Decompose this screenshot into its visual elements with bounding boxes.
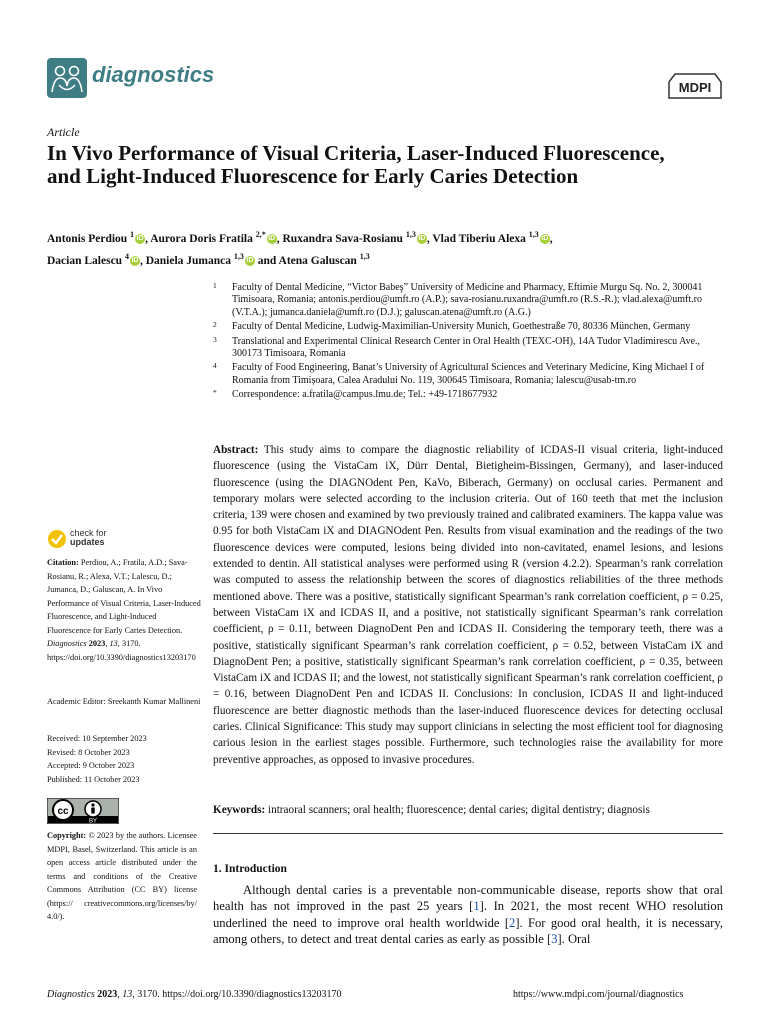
section-divider (213, 833, 723, 834)
orcid-icon[interactable]: iD (131, 257, 139, 265)
author[interactable]: Daniela Jumanca $^{1,3}$ iD (145, 251, 254, 267)
journal-name: diagnostics (92, 62, 215, 87)
abstract-label: Abstract: (213, 444, 259, 456)
cc-by-license-icon[interactable] (47, 798, 119, 824)
keywords-label: Keywords: (213, 804, 266, 816)
affiliation: 3 Translational and Experimental Clinical Research Center in Oral Health (TEXC-OH), 14A Tudor Vladimirescu Ave., 300173 Timisoara, Romania (213, 334, 701, 360)
paper-title: In Vivo Performance of Visual Criteria, Laser-Induced Fluorescence, and Light-Induced Fluorescence for Early Caries Detection (47, 141, 665, 188)
orcid-icon[interactable]: iD (541, 235, 549, 243)
footer-journal-url[interactable]: https://www.mdpi.com/journal/diagnostics (513, 989, 684, 1000)
academic-editor: Academic Editor: Sreekanth Kumar Mallineni (47, 697, 201, 706)
author[interactable]: Dacian Lalescu $^4$ iD (47, 251, 139, 267)
journal-logo (47, 58, 87, 98)
article-type: Article (47, 125, 80, 139)
svg-text:cc: cc (57, 806, 69, 817)
orcid-icon[interactable]: iD (268, 235, 276, 243)
citation-link[interactable]: 3 (551, 931, 558, 946)
citation-link[interactable]: 2 (509, 915, 516, 930)
author[interactable]: Vlad Tiberiu Alexa $^{1,3}$ iD (432, 230, 549, 245)
orcid-icon[interactable]: iD (418, 235, 426, 243)
keywords (213, 802, 723, 818)
orcid-icon[interactable]: iD (136, 235, 144, 243)
footer-citation: Diagnostics 2023, 13, 3170. https://doi.org/10.3390/diagnostics13203170 (47, 989, 342, 1000)
citation-block: Citation: Perdiou, A.; Fratila, A.D.; Sava-Rosianu, R.; Alexa, V.T.; Lalescu, D.; Jumanca, D.; Galuscan, A. In Vivo Performance of Visual Criteria, Laser-Induced Fluorescence, and Light-Induced Fluorescence for Early Caries Detection. Diagnostics 2023, 13, 3170. https://doi.org/10.3390/diagnostics13203170 (47, 558, 201, 662)
copyright-block: Copyright: © 2023 by the authors. Licensee MDPI, Basel, Switzerland. This article is an open access article distributed under the terms and conditions of the Creative Commons Attribution (CC BY) license (https:// creativecommons.org/licenses/by/ 4.0/). (47, 831, 197, 921)
check-for-updates-link[interactable]: check for updates (70, 528, 107, 547)
introduction-text: Although dental caries is a preventable non-communicable disease, reports show that oral health has not improved in the past 25 years [1]. In 2021, the most recent WHO resolution underlined the need to improve oral health worldwide [2]. For good oral health, it is necessary, among others, to detect and treat dental caries as early as possible [3]. Oral (213, 883, 723, 946)
author[interactable]: Aurora Doris Fratila $^{2,*}$ iD (150, 230, 276, 245)
check-for-updates-icon[interactable] (47, 529, 67, 549)
svg-text:BY: BY (88, 818, 98, 824)
affiliation: 1 Faculty of Dental Medicine, “Victor Babeş” University of Medicine and Pharmacy, Eftimie Murgu Sq. No. 2, 300041 Timisoara, Romania; antonis.perdiou@umft.ro (A.P.); sava-rosianu.ruxandra@umft.ro (R.S.-R.); vlad.alexa@umft.ro (V.T.A.); jumanca.daniela@umft.ro (D.J.); galuscan.atena@umft.ro (A.G.) (213, 281, 703, 318)
mdpi-logo-text: MDPI (678, 80, 712, 95)
abstract (213, 442, 723, 768)
mdpi-logo (667, 72, 723, 100)
section-heading: 1. Introduction (213, 863, 287, 875)
author[interactable]: Antonis Perdiou $^1$ iD (47, 230, 144, 245)
orcid-icon[interactable]: iD (246, 257, 254, 265)
correspondence: * Correspondence: a.fratila@campus.lmu.de; Tel.: +49-1718677932 (213, 388, 498, 401)
keywords-text: intraoral scanners; oral health; fluorescence; dental caries; digital dentistry; diagnosis (268, 804, 650, 816)
author[interactable]: Ruxandra Sava-Rosianu $^{1,3}$ iD (282, 230, 426, 245)
affiliation: 4 Faculty of Food Engineering, Banat’s University of Agricultural Sciences and Veterinary Medicine, King Michael I of Romania from Timișoara, Calea Aradului No. 119, 300645 Timisoara, Romania; lalescu@usab-tm.ro (213, 361, 705, 386)
affiliation: 2 Faculty of Dental Medicine, Ludwig-Maximilian-University Munich, Goethestraße 70, 80336 München, Germany (213, 320, 691, 333)
author[interactable]: Atena Galuscan $^{1,3}$ (278, 251, 370, 267)
abstract-text: This study aims to compare the diagnostic reliability of ICDAS-II visual criteria, light-induced fluorescence (using the VistaCam iX, Dürr Dental, Bietigheim-Bissingen, Germany), and laser-induced fluorescence (using the DIAGNOdent Pen, KaVo, Biberach, Germany) on occlusal caries. Permanent and temporary molars were selected according to the inclusion criteria. Out of 160 teeth that met the inclusion criteria, 139 were chosen and examined by two previously trained and calibrated examiners. The kappa value was 0.95 for both VistaCam iX and DIAGNOdent Pen. Results from visual examination and the readings of the two fluorescence devices were computed, lesions being divided into non-cavitated, enamel lesions, and lesions extended to dentin. All statistical analyses were performed using R (version 4.2.2). Spearman’s rank correlation was computed to assess the relationship between the scores of diagnostics reliabilities of the three methods mentioned above. There was a positive, statistically significant Spearman’s rank correlation coefficient, ρ = 0.25, between VistaCam iX and ICDAS II, and a positive, not statistically significant Spearman’s rank correlation coefficient, ρ = 0.11, between DiagnoDent Pen and ICDAS II. Considering the temporary teeth, there was a positive, statistically significant Spearman’s rank correlation coefficient, ρ = 0.52, between VistaCam iX and DiagnoDent Pen; a positive, statistically significant Spearman’s rank correlation coefficient, ρ = 0.35, between VistaCam iX and ICDAS II; and the lowest, not statistically significant Spearman’s rank correlation coefficient, ρ = 0.16, between DiagnoDent Pen and ICDAS II. Conclusions: In conclusion, ICDAS II and light-induced fluorescence are better diagnostic methods than the laser-induced fluorescence devices for detecting occlusal caries. Clinical Significance: This study may support clinicians in selecting the most efficient tool for diagnosing carious lesion in the earliest stages possible. Furthermore, such technologies raise the availability for more preventive approaches, as opposed to invasive procedures. (213, 444, 723, 766)
publication-dates: Received: 10 September 2023 Revised: 8 October 2023 Accepted: 9 October 2023 Published: 11 October 2023 (47, 734, 147, 784)
affiliations (213, 282, 728, 404)
citation-link[interactable]: 1 (473, 899, 480, 914)
author-list: Antonis Perdiou $^1$ iD , Aurora Doris Fratila $^{2,*}$ iD , Ruxandra Sava-Rosianu $^{1,3}$ iD , Vlad Tiberiu Alexa $^{1,3}$ iD , Dacian Lalescu $^4$ iD , Daniela Jumanca $^{1,3}$ iD and Atena Galuscan $^{1,3}$ (47, 230, 553, 267)
